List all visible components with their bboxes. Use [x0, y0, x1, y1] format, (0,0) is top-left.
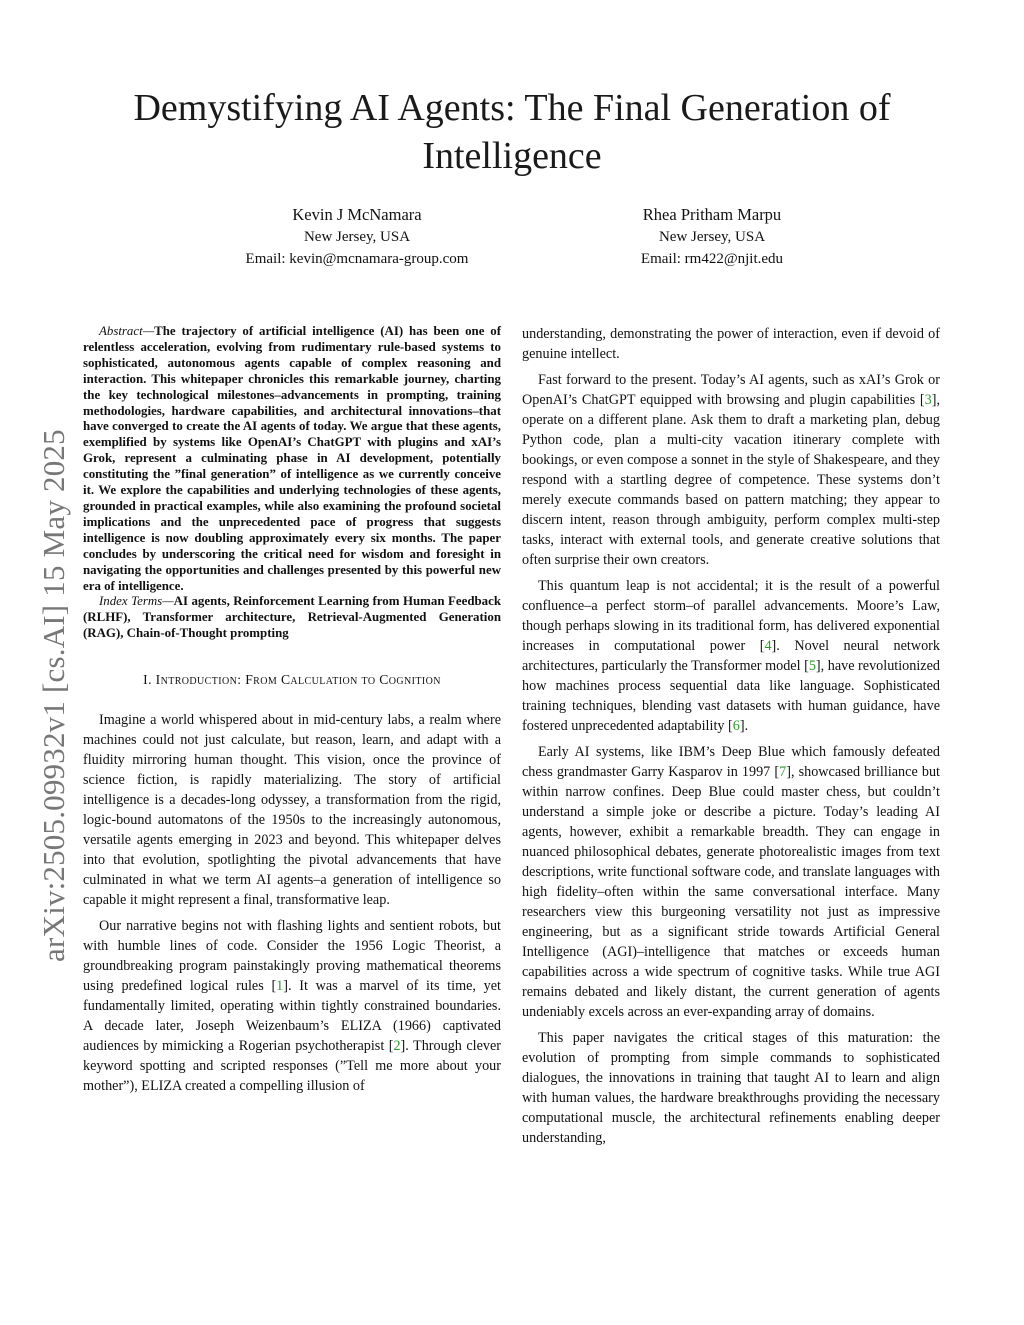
- intro-paragraph-2-continued: understanding, demonstrating the power of interaction, even if devoid of genuine intellect.: [522, 326, 940, 362]
- author-block-1: [177, 204, 537, 270]
- index-terms-text: AI agents, Reinforcement Learning from Human Feedback (RLHF), Transformer architecture, Retrieval-Augmented Generation (RAG), Chain-of-Thought prompting: [83, 594, 502, 641]
- right-column: [522, 324, 940, 1148]
- intro-paragraph-6: This paper navigates the critical stages of this maturation: the evolution of prompting from simple commands to sophisticated dialogues, the innovations in training that taught AI to learn and align with human values, the hardware breakthroughs providing the necessary computational muscle, the architectural refinements enabling deeper understanding,: [522, 1030, 940, 1146]
- intro-paragraph-3: Fast forward to the present. Today’s AI agents, such as xAI’s Grok or OpenAI’s ChatGPT equipped with browsing and plugin capabilities [3], operate on a different plane. Ask them to draft a marketing plan, debug Python code, plan a multi-city vacation itinerary complete with bookings, or even compose a sonnet in the style of Shakespeare, and they respond with a startling degree of competence. These systems don’t merely execute commands based on pattern matching; they appear to discern intent, reason through ambiguity, perform complex multi-step tasks, interact with external tools, and generate creative solutions that often surprise their own creators.: [522, 372, 940, 568]
- author-location: New Jersey, USA: [658, 229, 766, 245]
- author-block-2: [532, 204, 892, 270]
- author-name: Kevin J McNamara: [292, 205, 422, 224]
- intro-paragraph-1: Imagine a world whispered about in mid-century labs, a realm where machines could not just calculate, but reason, learn, and adapt with a fluidity mirroring human thought. This vision, once the province of science fiction, is rapidly materializing. The story of artificial intelligence is a decades-long odyssey, a transformation from the rigid, logic-bound automatons of the 1950s to the increasingly autonomous, versatile agents emerging in 2023 and beyond. This whitepaper delves into that evolution, spotlighting the pivotal advancements that have culminated in what we term AI agents–a generation of intelligence so capable it might represent a final, transformative leap.: [83, 712, 501, 909]
- left-column: [83, 324, 501, 1096]
- index-terms: Index Terms—AI agents, Reinforcement Learning from Human Feedback (RLHF), Transformer architecture, Retrieval-Augmented Generation (RAG), Chain-of-Thought prompting: [83, 594, 502, 641]
- intro-paragraph-4: This quantum leap is not accidental; it is the result of a powerful confluence–a perfect storm–of parallel advancements. Moore’s Law, though perhaps slowing in its traditional form, has delivered exponential increases in computational power [4]. Novel neural network architectures, particularly the Transformer model [5], have revolutionized how machines process sequential data like language. Sophisticated training techniques, blending vast datasets with human guidance, have fostered unprecedented adaptability [6].: [522, 578, 940, 734]
- intro-paragraph-5: Early AI systems, like IBM’s Deep Blue which famously defeated chess grandmaster Garry Kasparov in 1997 [7], showcased brilliance but within narrow confines. Deep Blue could master chess, but couldn’t understand a simple joke or describe a picture. Today’s leading AI agents, however, exhibit a remarkable breadth. They can engage in nuanced philosophical debates, generate photorealistic images from text descriptions, write functional software code, and translate languages with high fidelity–often within the same conversational interface. Many researchers view this burgeoning versatility not just as impressive engineering, but as a significant stride towards Artificial General Intelligence (AGI)–intelligence that matches or exceeds human capabilities across a wide spectrum of cognitive tasks. While true AGI remains debated and likely distant, the current generation of agents undeniably excels across an ever-expanding array of domains.: [522, 744, 940, 1020]
- paper-title: Demystifying AI Agents: The Final Generation of Intelligence: [133, 87, 891, 177]
- citation-link[interactable]: 6: [732, 718, 740, 734]
- arxiv-identifier-stamp: arXiv:2505.09932v1 [cs.AI] 15 May 2025: [36, 429, 71, 962]
- index-terms-label: Index Terms: [99, 594, 163, 609]
- author-email: Email: kevin@mcnamara-group.com: [245, 251, 469, 267]
- citation-link[interactable]: 2: [393, 1038, 401, 1055]
- author-name: Rhea Pritham Marpu: [642, 205, 782, 224]
- abstract-label: Abstract: [99, 324, 143, 338]
- author-email: Email: rm422@njit.edu: [640, 251, 784, 267]
- citation-link[interactable]: 5: [808, 658, 816, 674]
- section-heading: I. Introduction: From Calculation to Cognition: [143, 672, 441, 688]
- citation-link[interactable]: 4: [764, 638, 772, 654]
- citation-link[interactable]: 7: [779, 764, 787, 780]
- abstract-text: The trajectory of artificial intelligence (AI) has been one of relentless acceleration, evolving from rudimentary rule-based systems to sophisticated, autonomous agents capable of complex reasoning and interaction. This whitepaper chronicles this remarkable journey, charting the key technological milestones–advancements in prompting, training methodologies, hardware capabilities, and architectural innovations–that have converged to create the AI agents of today. We argue that these agents, exemplified by systems like OpenAI’s ChatGPT with plugins and xAI’s Grok, represent a culminating phase in AI development, potentially constituting the ”final generation” of intelligence as we currently conceive it. We explore the capabilities and underlying technologies of these agents, grounded in practical examples, while also examining the profound societal implications and the unprecedented pace of progress that suggests intelligence is now doubling approximately every six months. The paper concludes by underscoring the critical need for wisdom and foresight in navigating the opportunities and challenges presented by this powerful new era of intelligence.: [83, 324, 501, 593]
- author-location: New Jersey, USA: [303, 229, 411, 245]
- citation-link[interactable]: 1: [276, 978, 284, 995]
- citation-link[interactable]: 3: [924, 392, 932, 408]
- abstract: Abstract—The trajectory of artificial intelligence (AI) has been one of relentless acceleration, evolving from rudimentary rule-based systems to sophisticated, autonomous agents capable of complex reasoning and interaction. This whitepaper chronicles this remarkable journey, charting the key technological milestones–advancements in prompting, training methodologies, hardware capabilities, and architectural innovations–that have converged to create the AI agents of today. We argue that these agents, exemplified by systems like OpenAI’s ChatGPT with plugins and xAI’s Grok, represent a culminating phase in AI development, potentially constituting the ”final generation” of intelligence as we currently conceive it. We explore the capabilities and underlying technologies of these agents, grounded in practical examples, while also examining the profound societal implications and the unprecedented pace of progress that suggests intelligence is now doubling approximately every six months. The paper concludes by underscoring the critical need for wisdom and foresight in navigating the opportunities and challenges presented by this powerful new era of intelligence.: [83, 324, 501, 593]
- intro-paragraph-2: Our narrative begins not with flashing lights and sentient robots, but with humble lines of code. Consider the 1956 Logic Theorist, a groundbreaking program painstakingly proving mathematical theorems using predefined logical rules [1]. It was a marvel of its time, yet fundamentally limited, operating within tightly constrained boundaries. A decade later, Joseph Weizenbaum’s ELIZA (1966) captivated audiences by mimicking a Rogerian psychotherapist [2]. Through clever keyword spotting and scripted responses (”Tell me more about your mother”), ELIZA created a compelling illusion of: [83, 918, 501, 1095]
